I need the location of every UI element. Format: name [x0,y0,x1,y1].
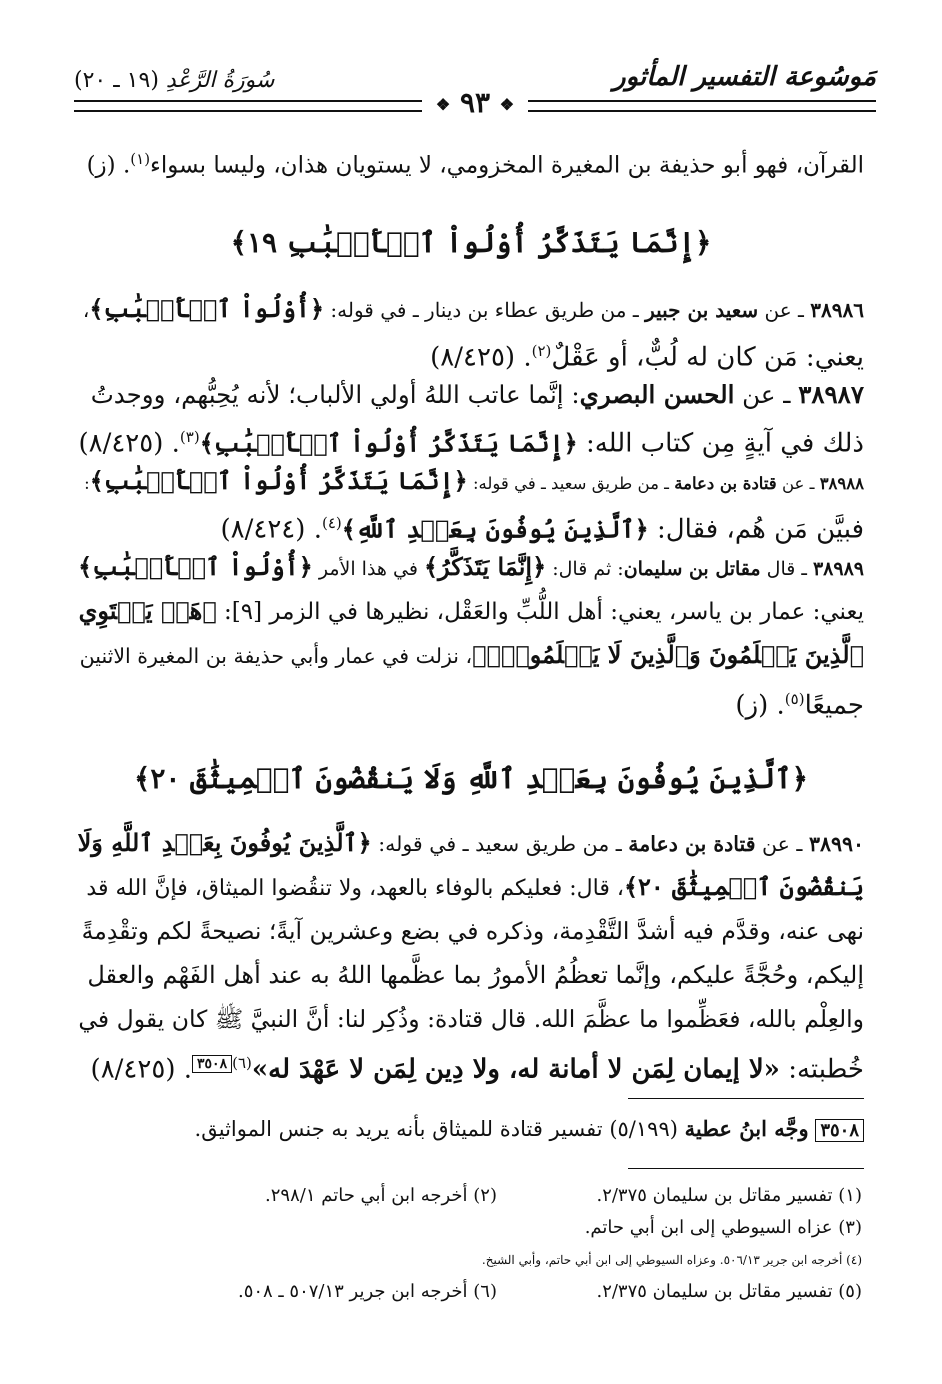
quran-quote: ﴿إِنَّمَا يَتَذَكَّرُ أُوْلُواْ ٱلۡأَلۡبَٰبِ﴾ [199,428,578,458]
quran-quote: ﴿إِنَّمَا يَتَذَكَّرُ أُوْلُواْ ٱلۡأَلۡبَٰبِ﴾ [89,466,468,495]
intro-line: القرآن، فهو أبو حذيفة بن المغيرة المخزومي، لا يستويان هذان، وليسا بسواء$^{(١)}$. (ز) [86,150,864,179]
verse-19-heading: ﴿إِنَّمَا يَتَذَكَّرُ أُوْلُواْ ٱلۡأَلۡبَٰبِ ١٩﴾ [230,226,712,259]
footnote-1: (١) تفسير مقاتل بن سليمان ٢/٣٧٥. [596,1185,862,1206]
entry-38990-line3: نهى عنه، وقدَّم فيه أشدَّ التَّقْدِمة، وذكره في بضع وعشرين آيةً؛ نصيحةً لكم وتقْدِمةً [81,917,864,945]
ayah-range: (١٩ ـ ٢٠) [74,68,159,93]
footnote-ref: (١) [130,150,151,168]
footnote-ref: (٤) [321,514,342,532]
footnote-4: (٤) أخرجه ابن جرير ٥٠٦/١٣. وعزاه السيوطي إلى ابن أبي حاتم، وأبي الشيخ. [481,1253,862,1267]
narrator-name: مقاتل بن سليمان [623,558,761,580]
entry-38987-line2: ذلك في آيةٍ مِن كتاب الله: ﴿إِنَّمَا يَتَذَكَّرُ أُوْلُواْ ٱلۡأَلۡبَٰبِ﴾$^{(٣)}$. (٨/٤٢٥) [78,428,864,459]
footnote-ref: (٣) [179,428,200,446]
quran-quote: ﴿ٱلَّذِينَ يُوفُونَ بِعَهۡدِ ٱللَّهِ وَلَا [77,828,372,857]
entry-number: ٣٨٩٨٩ [812,558,864,580]
footnote-ref: (٢) [531,342,552,360]
quran-quote: ﴿إِنَّمَا يَتَذَكَّرُ﴾ [423,552,547,581]
entry-38990: ٣٨٩٩٠ ـ عن قتادة بن دعامة ـ من طريق سعيد ـ في قوله: ﴿ٱلَّذِينَ يُوفُونَ بِعَهۡدِ ٱللَّهِ وَلَا [77,828,864,857]
footnote-6: (٦) أخرجه ابن جرير ٥٠٧/١٣ ـ ٥٠٨. [237,1281,497,1302]
entry-38989: ٣٨٩٨٩ ـ قال مقاتل بن سليمان: ثم قال: ﴿إِنَّمَا يَتَذَكَّرُ﴾ في هذا الأمر ﴿أُوْلُواْ ٱلۡأَلۡبَٰبِ﴾ [78,552,864,581]
entry-38990-line4: إليكم، وحُجَّةً عليكم، وإنَّما تعظُمُ الأمورُ بما عظَّمها اللهُ به عند أهل الفَهْم والعقل [87,961,864,989]
hadith-text: «لا إيمان لِمَن لا أمانة له، ولا دِين لِمَن لا عَهْدَ له» [251,1054,780,1085]
quran-quote: يَنقُضُونَ ٱلۡمِيثَٰقَ ٢٠﴾ [623,872,864,901]
entry-number: ٣٨٩٨٧ [798,380,864,409]
entry-38988-line2: فبيَّن مَن هُم، فقال: ﴿ٱلَّذِينَ يُوفُونَ بِعَهۡدِ ٱللَّهِ﴾$^{(٤)}$. (٨/٤٢٤) [220,514,864,545]
page-header [74,58,876,119]
footnote-2: (٢) أخرجه ابن أبي حاتم ٢٩٨/١. [265,1185,497,1206]
footnote-3: (٣) عزاه السيوطي إلى ابن أبي حاتم. [584,1217,862,1238]
note-separator [628,1098,864,1099]
footnote-ref: (٥) [784,690,805,708]
page-number-block [74,86,876,119]
entry-number: ٣٨٩٨٦ [810,298,864,322]
verse-20-heading: ﴿ٱلَّذِينَ يُوفُونَ بِعَهۡدِ ٱللَّهِ وَلَا يَنقُضُونَ ٱلۡمِيثَٰقَ ٢٠﴾ [133,762,809,795]
footnote-separator [628,1168,864,1169]
editor-note: ٣٥٠٨ وجَّه ابنُ عطية (٥/١٩٩) تفسير قتادة للميثاق بأنه يريد به جنس المواثيق. [78,1112,864,1148]
entry-38989-line4: جميعًا$^{(٥)}$. (ز) [735,690,864,721]
note-number-box: ٣٥٠٨ [815,1119,864,1142]
page-number: ٩٣ [459,86,491,119]
sura-name: سُورَةُ الرَّعْدِ [165,68,275,93]
quran-quote: ﴿هَلۡ يَسۡتَوِي [78,596,217,625]
narrator-name: الحسن البصري [579,380,735,409]
quran-quote: ٱلَّذِينَ يَعۡلَمُونَ وَٱلَّذِينَ لَا يَعۡلَمُونَۗ﴾ [472,640,864,669]
entry-38986: ٣٨٩٨٦ ـ عن سعيد بن جبير ـ من طريق عطاء بن دينار ـ في قوله: ﴿أُوْلُواْ ٱلۡأَلۡبَٰبِ﴾، [82,294,864,323]
footnote-ref: (٦) [232,1054,252,1072]
entry-number: ٣٨٩٩٠ [808,832,864,856]
note-ref-box: ٣٥٠٨ [192,1055,232,1073]
entry-38986-line2: يعني: مَن كان له لُبٌّ، أو عَقْلٌ$^{(٢)}$. (٨/٤٢٥) [430,342,864,373]
ornament-icon: ❖ [499,95,515,114]
narrator-name: قتادة بن دعامة [628,832,756,856]
narrator-name: سعيد بن جبير [645,298,759,322]
entry-38989-line2: يعني: عمار بن ياسر، يعني: أهل اللُّبِّ والعَقْل، نظيرها في الزمر [٩]: ﴿هَلۡ يَسۡتَوِي [78,596,864,625]
ornament-icon: ❖ [435,95,451,114]
entry-number: ٣٨٩٨٨ [819,474,864,493]
entry-38988: ٣٨٩٨٨ ـ عن قتادة بن دعامة ـ من طريق سعيد ـ في قوله: ﴿إِنَّمَا يَتَذَكَّرُ أُوْلُواْ ٱلۡأَلۡبَٰبِ﴾: [84,466,864,495]
quran-quote: ﴿ٱلَّذِينَ يُوفُونَ بِعَهۡدِ ٱللَّهِ﴾ [341,514,649,544]
narrator-name: قتادة بن دعامة [674,474,777,493]
quran-quote: ﴿أُوْلُواْ ٱلۡأَلۡبَٰبِ﴾ [89,294,325,323]
entry-38990-line2: يَنقُضُونَ ٱلۡمِيثَٰقَ ٢٠﴾، قال: فعليكم بالوفاء بالعهد، ولا تنقُضوا الميثاق، فإنَّ الله قد [86,872,864,901]
entry-38990-line5: والعِلْم بالله، فعَظِّموا ما عظَّمَ الله. قال قتادة: وذُكِر لنا: أنَّ النبيَّ ﷺ كان يقول في [78,1005,864,1033]
note-author: وجَّه ابنُ عطية [684,1116,809,1141]
footnote-5: (٥) تفسير مقاتل بن سليمان ٢/٣٧٥. [596,1281,862,1302]
book-title: مَوسُوعة التفسير المأثور [613,62,876,92]
quran-quote: ﴿أُوْلُواْ ٱلۡأَلۡبَٰبِ﴾ [78,552,313,581]
entry-38990-line6: خُطبته: «لا إيمان لِمَن لا أمانة له، ولا دِين لِمَن لا عَهْدَ له»$^{(٦)٣٥٠٨}$. (٨/٤٢٥) [90,1054,864,1085]
entry-38989-line3: ٱلَّذِينَ يَعۡلَمُونَ وَٱلَّذِينَ لَا يَعۡلَمُونَۗ﴾، نزلت في عمار وأبي حذيفة بن المغيرة الاثنين [79,640,864,669]
entry-38987: ٣٨٩٨٧ ـ عن الحسن البصري: إنَّما عاتب اللهُ أولي الألباب؛ لأنه يُحِبُّهم، ووجدتُ [90,380,864,409]
